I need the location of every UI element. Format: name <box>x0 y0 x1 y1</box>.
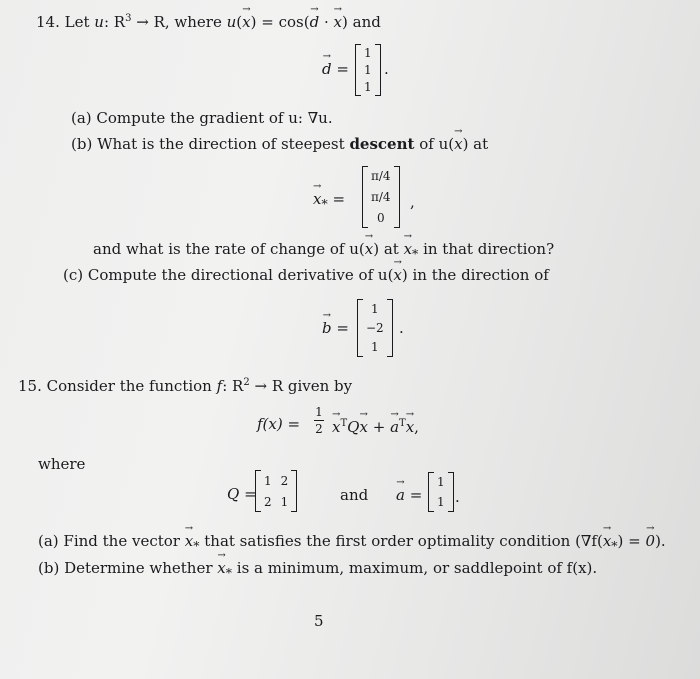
function-f-rhs: x →$^T$Qx → + a →$^T$x →, <box>332 415 419 436</box>
vector-b-period: . <box>399 319 404 337</box>
matrix-Q-entries <box>261 470 291 512</box>
problem-15-statement: 15. Consider the function f: $R^2 \to R$ given by <box>18 377 353 395</box>
matrix-Q <box>255 470 297 512</box>
x-star-entry: π/4 <box>371 169 391 184</box>
x-star-matrix <box>362 166 400 228</box>
matrix-Q-entry: 1 <box>280 494 289 509</box>
vector-d-matrix <box>355 44 381 96</box>
problem-14-rate-question: and what is the rate of change of u(x →) at $x \to_*$ in that direction? <box>93 240 554 263</box>
where-label: where <box>38 455 86 473</box>
problem-15-part-a: (a) Find the vector $x \to_*$ that satisfies the first order optimality condition ($\nabla f(x \to_*) = 0$ →). <box>38 532 666 555</box>
vector-d-entries <box>361 44 375 96</box>
problem-14-part-a: (a) Compute the gradient of u: ∇u. <box>71 109 333 127</box>
problem-14-number: 14. <box>36 13 60 31</box>
vector-a-entry: 1 <box>437 495 445 509</box>
x-star-entries <box>368 166 394 228</box>
vector-b-entry: −2 <box>366 320 384 335</box>
vector-b-entry: 1 <box>371 340 379 355</box>
vector-a-label: a → = <box>396 486 422 504</box>
vector-b-entry: 1 <box>371 301 379 316</box>
vector-b-matrix <box>357 299 393 357</box>
vector-a-period: . <box>455 488 460 506</box>
x-star-label: $x \to_*$ = <box>313 190 345 213</box>
matrix-Q-entry: 2 <box>264 494 272 509</box>
problem-14-part-c: (c) Compute the directional derivative of u(x →) in the direction of <box>63 266 549 284</box>
vector-a-entry: 1 <box>437 475 445 489</box>
x-star-comma: , <box>410 193 415 211</box>
vector-d-period: . <box>384 60 389 78</box>
vector-d-label: d → = <box>322 60 349 78</box>
vector-d-entry: 1 <box>364 45 372 60</box>
one-half-fraction: 1 2 <box>315 405 323 436</box>
matrix-Q-entry: 1 <box>264 473 272 488</box>
vector-b-entries <box>363 299 387 357</box>
vector-a-matrix <box>428 472 454 512</box>
problem-14-part-b: (b) What is the direction of steepest descent of u(x →) at <box>71 135 488 153</box>
matrix-Q-entry: 2 <box>280 473 289 488</box>
x-star-entry: 0 <box>376 210 385 225</box>
problem-15-number: 15. <box>18 377 42 395</box>
function-f-lhs: f(x) = <box>257 415 301 433</box>
and-label: and <box>340 486 369 504</box>
vector-a-entries <box>434 472 448 512</box>
problem-14-statement: 14. Let u: $R^3 \to R$, where u(x →) = cos(d → · x →) and <box>36 10 381 31</box>
page-number: 5 <box>314 612 324 630</box>
vector-d-entry: 1 <box>364 62 372 77</box>
vector-b-label: b → = <box>322 319 349 337</box>
vector-d-entry: 1 <box>364 80 372 95</box>
x-star-entry: π/4 <box>371 189 391 204</box>
matrix-Q-label: Q = <box>227 485 257 503</box>
problem-15-part-b: (b) Determine whether $x \to_*$ is a minimum, maximum, or saddlepoint of f(x). <box>38 559 597 582</box>
